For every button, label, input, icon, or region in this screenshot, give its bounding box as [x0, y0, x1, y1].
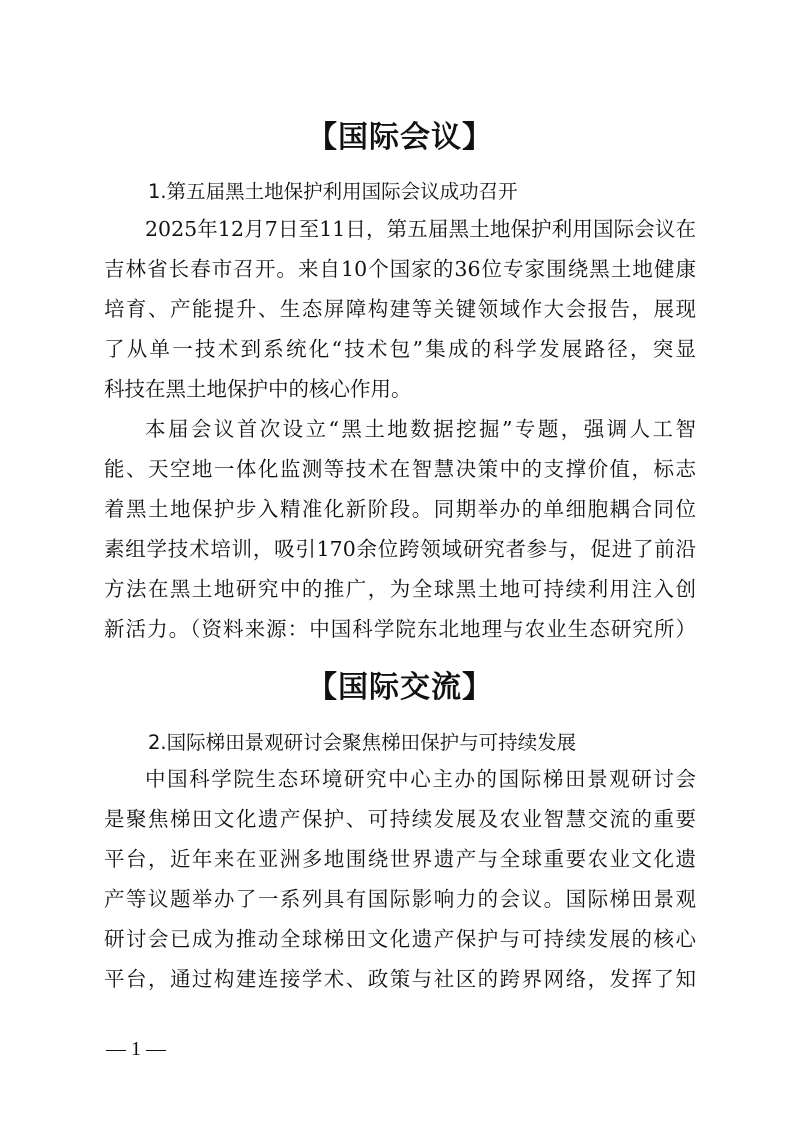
paragraph-line: 培育、产能提升、生态屏障构建等关键领域作大会报告，展现 — [104, 297, 696, 321]
paragraph-line: 产等议题举办了一系列具有国际影响力的会议。国际梯田景观 — [104, 887, 696, 911]
paragraph-line: 方法在黑土地研究中的推广，为全球黑土地可持续利用注入创 — [104, 577, 696, 601]
paragraph-line: 了从单一技术到系统化“技术包”集成的科学发展路径，突显 — [104, 337, 696, 361]
paragraph-line: 着黑土地保护步入精准化新阶段。同期举办的单细胞耦合同位 — [104, 497, 696, 521]
paragraph-line: 2025年12月7日至11日，第五届黑土地保护利用国际会议在 — [145, 217, 696, 241]
item-title-terrace-landscape-symposium: 2.国际梯田景观研讨会聚焦梯田保护与可持续发展 — [148, 731, 577, 754]
paragraph-line: 本届会议首次设立“黑土地数据挖掘”专题，强调人工智 — [145, 417, 696, 441]
paragraph-line: 能、天空地一体化监测等技术在智慧决策中的支撑价值，标志 — [104, 457, 696, 481]
paragraph-line: 素组学技术培训，吸引170余位跨领域研究者参与，促进了前沿 — [104, 537, 696, 561]
paragraph-line: 是聚焦梯田文化遗产保护、可持续发展及农业智慧交流的重要 — [104, 807, 696, 831]
paragraph-line: 平台，通过构建连接学术、政策与社区的跨界网络，发挥了知 — [104, 967, 696, 991]
paragraph-terrace-symposium — [104, 759, 696, 999]
section-heading-international-exchange: 【国际交流】 — [307, 670, 493, 705]
paragraph-line: 研讨会已成为推动全球梯田文化遗产保护与可持续发展的核心 — [104, 927, 696, 951]
page-number: — 1 — — [106, 1038, 166, 1060]
paragraph-line-source: 新活力。（资料来源：中国科学院东北地理与农业生态研究所） — [104, 617, 696, 641]
section-heading-international-conference: 【国际会议】 — [307, 120, 493, 155]
paragraph-line: 科技在黑土地保护中的核心作用。 — [104, 377, 412, 401]
paragraph-line: 中国科学院生态环境研究中心主办的国际梯田景观研讨会 — [145, 767, 696, 791]
paragraph-line: 吉林省长春市召开。来自10个国家的36位专家围绕黑土地健康 — [104, 257, 696, 281]
paragraph-conference-data-mining — [104, 409, 696, 649]
item-title-black-soil-conference: 1.第五届黑土地保护利用国际会议成功召开 — [148, 180, 518, 203]
paragraph-line: 平台，近年来在亚洲多地围绕世界遗产与全球重要农业文化遗 — [104, 847, 696, 871]
paragraph-conference-overview — [104, 209, 696, 409]
